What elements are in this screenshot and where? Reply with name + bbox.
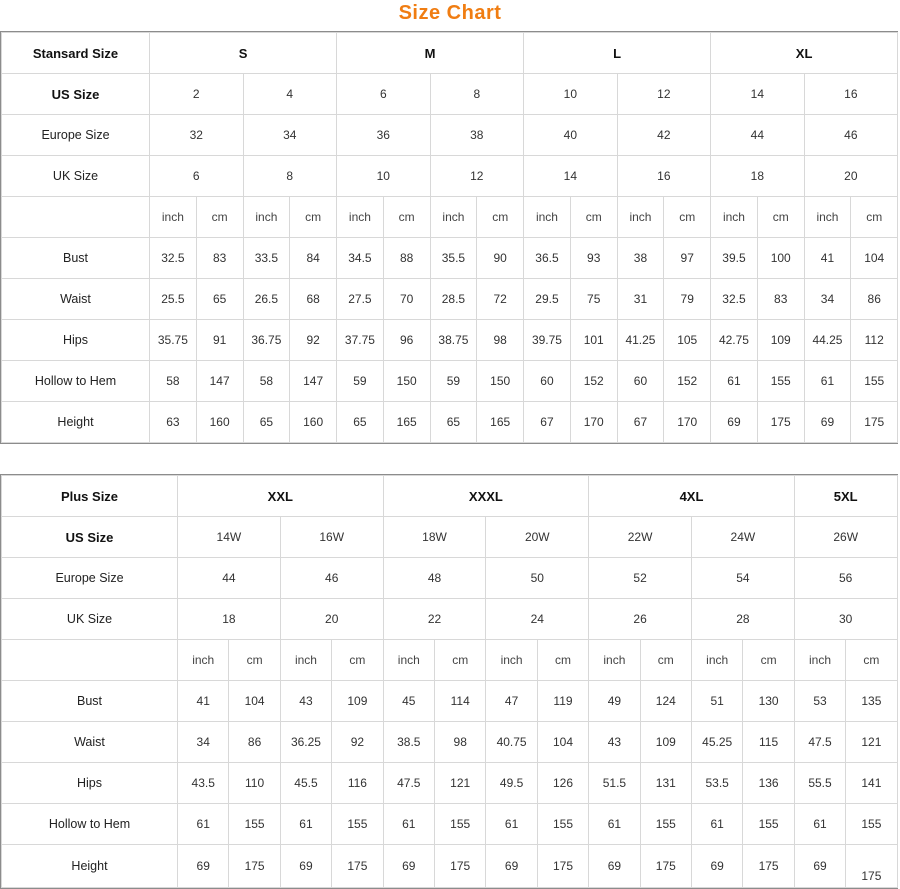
cell-height-14: 69 [804,402,851,443]
plus-unit-cell-6: inch [486,640,537,681]
cell-europe-size-3: 38 [430,115,524,156]
standard-size-table [1,32,898,443]
cell-bust-5: 88 [383,238,430,279]
table-row [2,804,898,845]
cell-height-15: 175 [851,402,898,443]
cell-height-1: 160 [196,402,243,443]
plus-cell-waist-9: 109 [640,722,691,763]
row-label-waist: Waist [2,279,150,320]
cell-bust-13: 100 [757,238,804,279]
plus-cell-hollow-2: 61 [280,804,331,845]
plus-size-header: Plus Size [2,476,178,517]
plus-unit-cell-9: cm [640,640,691,681]
cell-height-5: 165 [383,402,430,443]
cell-europe-size-2: 36 [337,115,431,156]
cell-waist-0: 25.5 [150,279,197,320]
cell-bust-9: 93 [570,238,617,279]
cell-hips-2: 36.75 [243,320,290,361]
plus-cell-hollow-12: 61 [794,804,845,845]
plus-cell-hollow-5: 155 [435,804,486,845]
plus-cell-height-7: 175 [537,845,588,888]
plus-cell-height-13-value: 175 [861,869,882,883]
table-row [2,558,898,599]
row-label-bust: Bust [2,238,150,279]
cell-hips-14: 44.25 [804,320,851,361]
cell-height-4: 65 [337,402,384,443]
cell-hollow-5: 150 [383,361,430,402]
cell-waist-10: 31 [617,279,664,320]
cell-bust-6: 35.5 [430,238,477,279]
plus-cell-us-size-3: 20W [486,517,589,558]
cell-hips-12: 42.75 [711,320,758,361]
cell-hollow-13: 155 [757,361,804,402]
plus-cell-bust-11: 130 [743,681,794,722]
plus-cell-height-2: 69 [280,845,331,888]
plus-cell-hollow-13: 155 [846,804,897,845]
cell-europe-size-5: 42 [617,115,711,156]
unit-cell-14: inch [804,197,851,238]
cell-uk-size-1: 8 [243,156,337,197]
cell-hips-9: 101 [570,320,617,361]
cell-waist-7: 72 [477,279,524,320]
cell-hollow-10: 60 [617,361,664,402]
plus-unit-cell-7: cm [537,640,588,681]
row-label-hollow-to-hem: Hollow to Hem [2,361,150,402]
cell-bust-4: 34.5 [337,238,384,279]
cell-us-size-4: 10 [524,74,618,115]
unit-cell-0: inch [150,197,197,238]
plus-cell-uk-size-5: 28 [691,599,794,640]
plus-row-label-height: Height [2,845,178,888]
table-row-units [2,197,898,238]
cell-europe-size-1: 34 [243,115,337,156]
cell-height-12: 69 [711,402,758,443]
plus-unit-cell-4: inch [383,640,434,681]
plus-row-label-bust: Bust [2,681,178,722]
cell-waist-9: 75 [570,279,617,320]
cell-bust-15: 104 [851,238,898,279]
plus-cell-us-size-4: 22W [589,517,692,558]
plus-cell-waist-2: 36.25 [280,722,331,763]
table-row-units [2,640,898,681]
plus-cell-hips-10: 53.5 [691,763,742,804]
cell-waist-4: 27.5 [337,279,384,320]
plus-cell-height-5: 175 [435,845,486,888]
plus-cell-bust-8: 49 [589,681,640,722]
cell-waist-13: 83 [757,279,804,320]
table-row [2,238,898,279]
unit-cell-2: inch [243,197,290,238]
cell-waist-8: 29.5 [524,279,571,320]
plus-cell-height-11: 175 [743,845,794,888]
plus-cell-hips-8: 51.5 [589,763,640,804]
plus-cell-hips-3: 116 [332,763,383,804]
cell-height-13: 175 [757,402,804,443]
table-row [2,361,898,402]
plus-cell-europe-size-3: 50 [486,558,589,599]
size-group-l: L [524,33,711,74]
plus-size-table [1,475,898,888]
plus-row-label-us-size: US Size [2,517,178,558]
cell-hollow-4: 59 [337,361,384,402]
cell-hips-1: 91 [196,320,243,361]
cell-hips-7: 98 [477,320,524,361]
cell-hollow-11: 152 [664,361,711,402]
plus-cell-hips-4: 47.5 [383,763,434,804]
cell-bust-1: 83 [196,238,243,279]
unit-cell-5: cm [383,197,430,238]
plus-cell-europe-size-2: 48 [383,558,486,599]
cell-hollow-9: 152 [570,361,617,402]
table-row [2,115,898,156]
plus-unit-cell-8: inch [589,640,640,681]
cell-uk-size-6: 18 [711,156,805,197]
plus-cell-height-0: 69 [178,845,229,888]
size-group-m: M [337,33,524,74]
plus-cell-height-4: 69 [383,845,434,888]
size-group-xxl: XXL [178,476,384,517]
plus-cell-hollow-0: 61 [178,804,229,845]
plus-cell-hollow-8: 61 [589,804,640,845]
cell-hips-15: 112 [851,320,898,361]
plus-cell-bust-6: 47 [486,681,537,722]
cell-uk-size-4: 14 [524,156,618,197]
table-row [2,402,898,443]
cell-bust-8: 36.5 [524,238,571,279]
unit-cell-11: cm [664,197,711,238]
plus-cell-europe-size-0: 44 [178,558,281,599]
cell-uk-size-5: 16 [617,156,711,197]
cell-europe-size-7: 46 [804,115,898,156]
row-label-hips: Hips [2,320,150,361]
row-label-uk-size: UK Size [2,156,150,197]
cell-hips-5: 96 [383,320,430,361]
plus-cell-hollow-4: 61 [383,804,434,845]
plus-cell-us-size-0: 14W [178,517,281,558]
table-row [2,722,898,763]
plus-cell-europe-size-1: 46 [280,558,383,599]
cell-bust-12: 39.5 [711,238,758,279]
cell-hollow-8: 60 [524,361,571,402]
plus-cell-waist-5: 98 [435,722,486,763]
cell-waist-15: 86 [851,279,898,320]
plus-cell-bust-1: 104 [229,681,280,722]
plus-size-table-wrapper [0,474,898,889]
cell-height-7: 165 [477,402,524,443]
plus-cell-us-size-5: 24W [691,517,794,558]
table-row [2,320,898,361]
table-gap [0,444,900,474]
cell-us-size-6: 14 [711,74,805,115]
cell-hips-13: 109 [757,320,804,361]
plus-cell-hips-7: 126 [537,763,588,804]
plus-unit-cell-11: cm [743,640,794,681]
plus-row-label-uk-size: UK Size [2,599,178,640]
plus-cell-us-size-6: 26W [794,517,897,558]
cell-height-11: 170 [664,402,711,443]
plus-cell-hips-6: 49.5 [486,763,537,804]
table-row [2,33,898,74]
cell-hollow-15: 155 [851,361,898,402]
cell-us-size-0: 2 [150,74,244,115]
unit-cell-9: cm [570,197,617,238]
row-label-europe-size: Europe Size [2,115,150,156]
cell-height-3: 160 [290,402,337,443]
plus-cell-hollow-6: 61 [486,804,537,845]
plus-cell-waist-1: 86 [229,722,280,763]
cell-hips-0: 35.75 [150,320,197,361]
row-label-us-size: US Size [2,74,150,115]
plus-cell-bust-4: 45 [383,681,434,722]
cell-uk-size-7: 20 [804,156,898,197]
unit-cell-1: cm [196,197,243,238]
cell-hollow-1: 147 [196,361,243,402]
table-row [2,279,898,320]
plus-cell-europe-size-5: 54 [691,558,794,599]
table-row [2,74,898,115]
plus-cell-hips-1: 110 [229,763,280,804]
plus-cell-waist-12: 47.5 [794,722,845,763]
plus-unit-cell-13: cm [846,640,897,681]
cell-bust-14: 41 [804,238,851,279]
plus-unit-cell-5: cm [435,640,486,681]
plus-cell-hollow-11: 155 [743,804,794,845]
plus-cell-hips-12: 55.5 [794,763,845,804]
cell-waist-1: 65 [196,279,243,320]
plus-cell-bust-0: 41 [178,681,229,722]
cell-hollow-12: 61 [711,361,758,402]
plus-cell-waist-4: 38.5 [383,722,434,763]
plus-row-label-europe-size: Europe Size [2,558,178,599]
cell-hips-3: 92 [290,320,337,361]
standard-size-table-wrapper [0,31,898,444]
cell-europe-size-4: 40 [524,115,618,156]
plus-cell-uk-size-1: 20 [280,599,383,640]
plus-unit-cell-2: inch [280,640,331,681]
plus-cell-waist-11: 115 [743,722,794,763]
plus-cell-height-6: 69 [486,845,537,888]
plus-unit-cell-0: inch [178,640,229,681]
plus-cell-uk-size-6: 30 [794,599,897,640]
size-group-xxxl: XXXL [383,476,589,517]
cell-waist-3: 68 [290,279,337,320]
plus-cell-height-10: 69 [691,845,742,888]
plus-cell-height-13 [846,845,897,888]
cell-height-9: 170 [570,402,617,443]
cell-waist-12: 32.5 [711,279,758,320]
unit-cell-10: inch [617,197,664,238]
unit-cell-12: inch [711,197,758,238]
plus-cell-waist-7: 104 [537,722,588,763]
plus-cell-height-3: 175 [332,845,383,888]
table-row [2,156,898,197]
cell-bust-3: 84 [290,238,337,279]
unit-cell-8: inch [524,197,571,238]
cell-us-size-1: 4 [243,74,337,115]
plus-cell-hollow-10: 61 [691,804,742,845]
plus-unit-cell-1: cm [229,640,280,681]
cell-hollow-14: 61 [804,361,851,402]
plus-cell-us-size-2: 18W [383,517,486,558]
cell-hollow-6: 59 [430,361,477,402]
plus-cell-hips-2: 45.5 [280,763,331,804]
plus-cell-waist-6: 40.75 [486,722,537,763]
unit-cell-4: inch [337,197,384,238]
plus-cell-uk-size-3: 24 [486,599,589,640]
size-group-s: S [150,33,337,74]
plus-cell-height-8: 69 [589,845,640,888]
cell-waist-5: 70 [383,279,430,320]
plus-row-label-hollow-to-hem: Hollow to Hem [2,804,178,845]
cell-bust-11: 97 [664,238,711,279]
plus-cell-uk-size-2: 22 [383,599,486,640]
row-label-units [2,197,150,238]
plus-cell-height-1: 175 [229,845,280,888]
plus-cell-europe-size-6: 56 [794,558,897,599]
plus-cell-height-12: 69 [794,845,845,888]
cell-uk-size-2: 10 [337,156,431,197]
plus-cell-bust-10: 51 [691,681,742,722]
cell-height-2: 65 [243,402,290,443]
plus-cell-hips-0: 43.5 [178,763,229,804]
size-group-4xl: 4XL [589,476,795,517]
row-label-height: Height [2,402,150,443]
plus-cell-europe-size-4: 52 [589,558,692,599]
plus-cell-hollow-1: 155 [229,804,280,845]
plus-cell-hips-13: 141 [846,763,897,804]
table-row [2,599,898,640]
table-row [2,476,898,517]
plus-cell-bust-3: 109 [332,681,383,722]
plus-unit-cell-10: inch [691,640,742,681]
unit-cell-15: cm [851,197,898,238]
cell-height-6: 65 [430,402,477,443]
cell-hollow-2: 58 [243,361,290,402]
plus-cell-bust-9: 124 [640,681,691,722]
standard-size-header: Stansard Size [2,33,150,74]
plus-cell-waist-10: 45.25 [691,722,742,763]
cell-hollow-7: 150 [477,361,524,402]
plus-unit-cell-3: cm [332,640,383,681]
cell-us-size-3: 8 [430,74,524,115]
plus-cell-bust-7: 119 [537,681,588,722]
plus-cell-hips-9: 131 [640,763,691,804]
plus-cell-bust-5: 114 [435,681,486,722]
cell-hips-8: 39.75 [524,320,571,361]
plus-row-label-waist: Waist [2,722,178,763]
cell-hips-4: 37.75 [337,320,384,361]
size-group-xl: XL [711,33,898,74]
cell-waist-6: 28.5 [430,279,477,320]
plus-cell-waist-0: 34 [178,722,229,763]
cell-height-10: 67 [617,402,664,443]
cell-hips-6: 38.75 [430,320,477,361]
size-group-5xl: 5XL [794,476,897,517]
plus-cell-us-size-1: 16W [280,517,383,558]
cell-hollow-0: 58 [150,361,197,402]
plus-cell-hips-11: 136 [743,763,794,804]
unit-cell-3: cm [290,197,337,238]
cell-bust-10: 38 [617,238,664,279]
plus-cell-bust-2: 43 [280,681,331,722]
page-title: Size Chart [398,2,502,24]
plus-cell-hips-5: 121 [435,763,486,804]
cell-hollow-3: 147 [290,361,337,402]
plus-row-label-hips: Hips [2,763,178,804]
table-row [2,517,898,558]
unit-cell-6: inch [430,197,477,238]
plus-cell-hollow-7: 155 [537,804,588,845]
cell-hips-10: 41.25 [617,320,664,361]
cell-uk-size-3: 12 [430,156,524,197]
unit-cell-13: cm [757,197,804,238]
plus-cell-height-9: 175 [640,845,691,888]
cell-height-0: 63 [150,402,197,443]
cell-waist-14: 34 [804,279,851,320]
cell-us-size-5: 12 [617,74,711,115]
plus-cell-uk-size-0: 18 [178,599,281,640]
plus-cell-waist-8: 43 [589,722,640,763]
table-row [2,763,898,804]
cell-europe-size-6: 44 [711,115,805,156]
cell-europe-size-0: 32 [150,115,244,156]
cell-us-size-2: 6 [337,74,431,115]
cell-bust-2: 33.5 [243,238,290,279]
plus-cell-bust-13: 135 [846,681,897,722]
cell-bust-0: 32.5 [150,238,197,279]
plus-cell-waist-13: 121 [846,722,897,763]
table-row [2,845,898,888]
table-row [2,681,898,722]
plus-cell-hollow-9: 155 [640,804,691,845]
unit-cell-7: cm [477,197,524,238]
plus-unit-cell-12: inch [794,640,845,681]
plus-cell-hollow-3: 155 [332,804,383,845]
cell-us-size-7: 16 [804,74,898,115]
cell-waist-2: 26.5 [243,279,290,320]
plus-row-label-units [2,640,178,681]
cell-uk-size-0: 6 [150,156,244,197]
cell-bust-7: 90 [477,238,524,279]
cell-height-8: 67 [524,402,571,443]
cell-waist-11: 79 [664,279,711,320]
plus-cell-uk-size-4: 26 [589,599,692,640]
plus-cell-bust-12: 53 [794,681,845,722]
cell-hips-11: 105 [664,320,711,361]
plus-cell-waist-3: 92 [332,722,383,763]
